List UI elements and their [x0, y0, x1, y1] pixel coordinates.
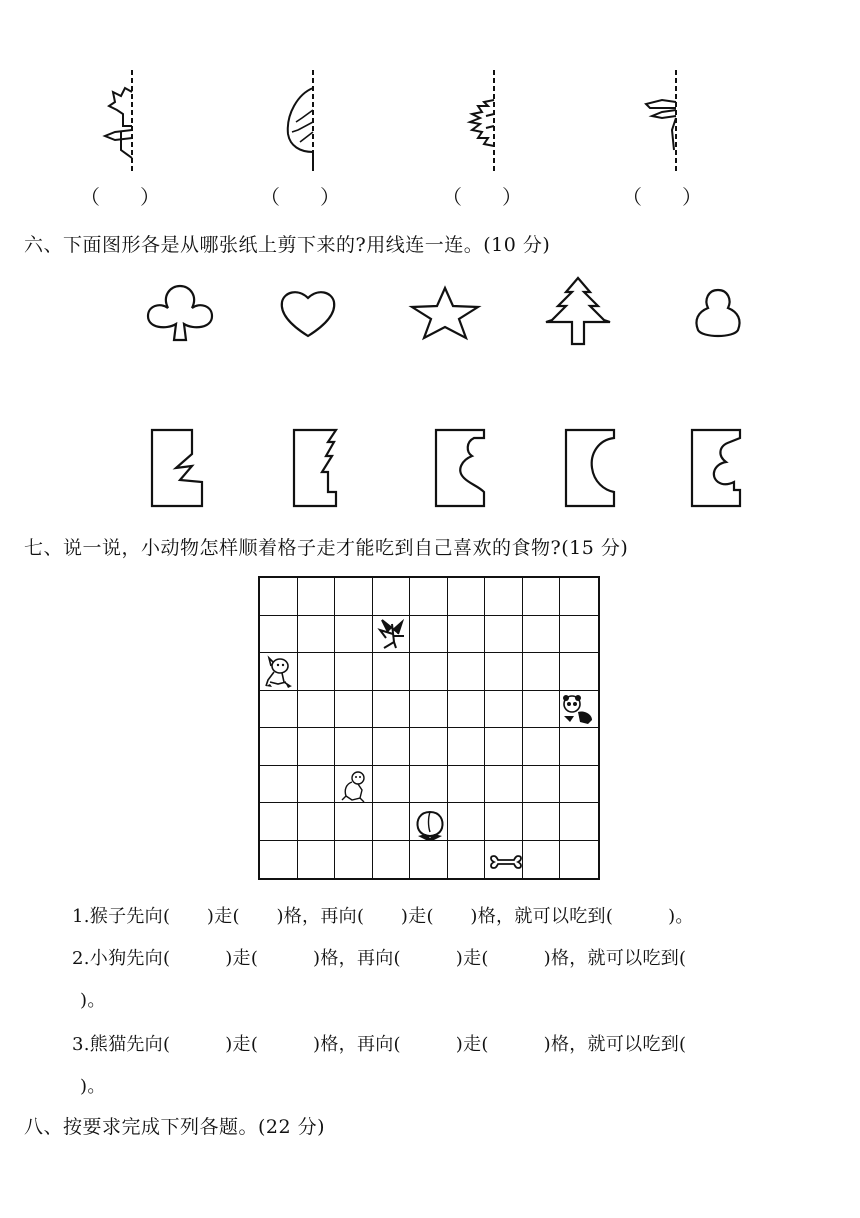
grid-cell [560, 803, 598, 841]
grid-cell [335, 728, 373, 766]
grid-cell [485, 616, 523, 654]
grid-cell [410, 616, 448, 654]
path-grid [258, 576, 600, 880]
folded-paper-wavy-icon [432, 428, 494, 508]
answer-blank[interactable]: （ ） [260, 185, 340, 209]
gourd-shape-icon [690, 288, 746, 340]
grid-cell [335, 578, 373, 616]
peach-icon [412, 806, 448, 842]
half-leaf-icon [280, 70, 330, 175]
answer-blank[interactable]: （ ） [80, 185, 160, 209]
grid-cell [410, 578, 448, 616]
grid-cell [260, 766, 298, 804]
grid-cell [260, 578, 298, 616]
grid-cell [560, 616, 598, 654]
grid-cell [523, 841, 561, 879]
grid-cell [373, 653, 411, 691]
grid-cell [560, 728, 598, 766]
folded-paper-club-icon [688, 428, 750, 508]
half-snowflake-icon [460, 70, 510, 175]
folded-paper-tree-icon [290, 428, 352, 508]
grid-cell [410, 766, 448, 804]
grid-cell [373, 691, 411, 729]
grid-cell [260, 616, 298, 654]
grid-cell [298, 691, 336, 729]
answer-blank[interactable]: （ ） [442, 185, 522, 209]
grid-cell [485, 653, 523, 691]
section-7-heading: 七、说一说，小动物怎样顺着格子走才能吃到自己喜欢的食物?(15 分) [24, 537, 629, 559]
grid-cell [373, 728, 411, 766]
grid-cell [260, 728, 298, 766]
grid-cell [373, 841, 411, 879]
grid-cell [448, 841, 486, 879]
grid-cell [335, 691, 373, 729]
pine-tree-shape-icon [542, 276, 614, 346]
section-8-heading: 八、按要求完成下列各题。(22 分) [24, 1116, 326, 1138]
grid-cell [523, 578, 561, 616]
grid-cell [298, 841, 336, 879]
grid-cell [485, 803, 523, 841]
grid-cell [485, 691, 523, 729]
grid-cell [560, 766, 598, 804]
grid-cell [373, 578, 411, 616]
grid-cell [260, 841, 298, 879]
grid-cell [335, 616, 373, 654]
grid-cell [485, 578, 523, 616]
grid-cell [298, 803, 336, 841]
monkey-icon [336, 768, 372, 804]
heart-shape-icon [278, 288, 338, 338]
question-3: 3.熊猫先向( )走( )格，再向( )走( )格，就可以吃到( [72, 1034, 687, 1055]
grid-cell [448, 766, 486, 804]
grid-cell [523, 766, 561, 804]
folded-paper-semicircle-icon [562, 428, 624, 508]
grid-cell [298, 578, 336, 616]
question-1: 1.猴子先向( )走( )格，再向( )走( )格，就可以吃到( )。 [72, 906, 694, 927]
panda-icon [560, 692, 596, 728]
bamboo-icon [374, 616, 410, 652]
half-tree-leaf-icon [95, 70, 145, 175]
grid-cell [523, 728, 561, 766]
grid-cell [373, 766, 411, 804]
folded-paper-zigzag-icon [148, 428, 210, 508]
grid-cell [560, 578, 598, 616]
grid-cell [410, 841, 448, 879]
grid-cell [485, 766, 523, 804]
grid-cell [448, 578, 486, 616]
grid-cell [523, 691, 561, 729]
grid-cell [260, 803, 298, 841]
grid-cell [335, 803, 373, 841]
answer-blank[interactable]: （ ） [622, 185, 702, 209]
bone-icon [488, 844, 524, 880]
grid-cell [560, 653, 598, 691]
grid-cell [523, 616, 561, 654]
grid-cell [298, 728, 336, 766]
grid-cell [298, 653, 336, 691]
grid-cell [523, 653, 561, 691]
grid-cell [523, 803, 561, 841]
grid-cell [410, 728, 448, 766]
grid-cell [298, 616, 336, 654]
grid-cell [410, 653, 448, 691]
grid-cell [298, 766, 336, 804]
half-dragonfly-icon [640, 70, 690, 175]
grid-cell [560, 841, 598, 879]
question-2-end: )。 [80, 990, 106, 1011]
club-shape-icon [142, 284, 218, 344]
grid-cell [260, 691, 298, 729]
section-6-heading: 六、下面图形各是从哪张纸上剪下来的?用线连一连。(10 分) [24, 234, 551, 256]
grid-cell [448, 691, 486, 729]
question-3-end: )。 [80, 1076, 106, 1097]
grid-cell [335, 653, 373, 691]
dog-icon [260, 654, 296, 690]
grid-cell [448, 653, 486, 691]
grid-cell [448, 803, 486, 841]
grid-cell [485, 728, 523, 766]
grid-cell [335, 841, 373, 879]
star-shape-icon [408, 286, 482, 340]
grid-cell [410, 691, 448, 729]
grid-cell [373, 803, 411, 841]
question-2: 2.小狗先向( )走( )格，再向( )走( )格，就可以吃到( [72, 948, 687, 969]
grid-cell [448, 728, 486, 766]
grid-cell [448, 616, 486, 654]
